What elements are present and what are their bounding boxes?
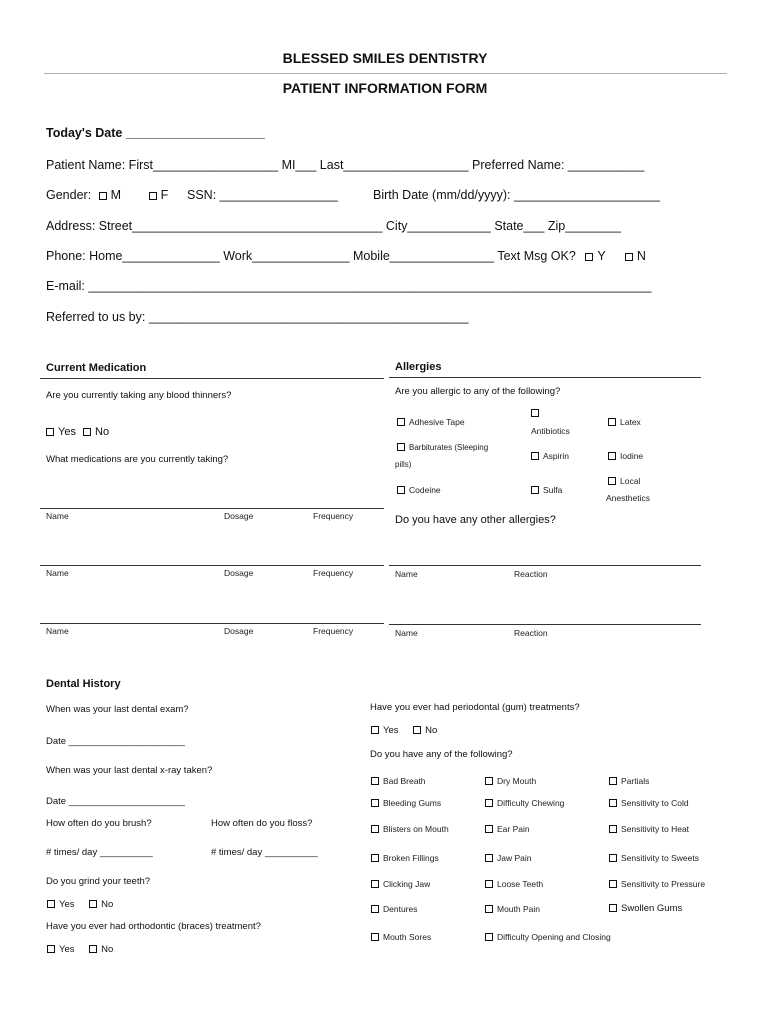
med-dosage-label: Dosage [224, 568, 254, 578]
medication-heading: Current Medication [46, 362, 147, 374]
grind-yes-checkbox[interactable] [47, 900, 55, 908]
text-msg-y-checkbox[interactable] [585, 253, 593, 261]
condition-item[interactable] [485, 798, 564, 808]
condition-item[interactable] [485, 824, 530, 834]
checkbox-icon[interactable] [609, 904, 617, 912]
condition-item[interactable] [609, 776, 649, 786]
checkbox-icon[interactable] [608, 477, 616, 485]
perio-yes-checkbox[interactable] [371, 726, 379, 734]
blood-thinners-yes-checkbox[interactable] [46, 428, 54, 436]
allergy-row-rule [389, 624, 701, 625]
condition-item[interactable] [609, 903, 682, 914]
condition-label: Mouth Sores [383, 932, 432, 942]
patient-name-line[interactable]: Patient Name: First__________________ MI___ Last__________________ Preferred Name: ___________ [46, 158, 645, 172]
condition-item[interactable] [485, 879, 543, 889]
allergy-label: Barbiturates (Sleeping [409, 443, 489, 452]
allergy-name-label: Name [395, 569, 418, 579]
med-name-label: Name [46, 626, 69, 636]
ortho-options [47, 944, 113, 955]
checkbox-icon[interactable] [485, 933, 493, 941]
blood-thinners-options [46, 426, 109, 438]
condition-label: Sensitivity to Heat [621, 824, 690, 834]
condition-label: Partials [621, 776, 650, 786]
last-xray-date-field[interactable]: Date ______________________ [46, 796, 185, 807]
checkbox-icon[interactable] [485, 880, 493, 888]
blood-thinners-question: Are you currently taking any blood thinners? [46, 390, 232, 401]
checkbox-icon[interactable] [608, 418, 616, 426]
checkbox-icon[interactable] [609, 825, 617, 833]
condition-label: Loose Teeth [497, 879, 544, 889]
phone-fields[interactable]: Phone: Home______________ Work______________ Mobile_______________ Text Msg OK? [46, 249, 576, 263]
allergy-label: Codeine [409, 485, 441, 495]
grind-yes-label: Yes [59, 899, 75, 910]
checkbox-icon[interactable] [485, 825, 493, 833]
allergy-label: Sulfa [543, 485, 563, 495]
med-frequency-label: Frequency [313, 626, 354, 636]
condition-label: Difficulty Chewing [497, 798, 565, 808]
perio-no-checkbox[interactable] [413, 726, 421, 734]
last-exam-question: When was your last dental exam? [46, 704, 189, 715]
dental-history-heading: Dental History [46, 678, 121, 690]
condition-item[interactable] [371, 824, 449, 834]
allergy-label: Aspirin [543, 451, 569, 461]
gender-f-checkbox[interactable] [149, 192, 157, 200]
checkbox-icon[interactable] [531, 486, 539, 494]
ortho-no-label: No [101, 944, 114, 955]
grind-no-label: No [101, 899, 114, 910]
checkbox-icon[interactable] [371, 825, 379, 833]
allergy-local-anesthetics-label-2: Anesthetics [606, 493, 650, 503]
checkbox-icon[interactable] [609, 880, 617, 888]
title-divider [44, 73, 727, 74]
address-line[interactable]: Address: Street____________________________________ City____________ State___ Zip________ [46, 219, 621, 233]
grind-question: Do you grind your teeth? [46, 876, 151, 887]
condition-item[interactable] [371, 932, 431, 942]
condition-label: Sensitivity to Cold [621, 798, 689, 808]
condition-item[interactable] [371, 879, 430, 889]
allergy-antibiotics-label: Antibiotics [531, 426, 570, 436]
ortho-yes-label: Yes [59, 944, 75, 955]
condition-item[interactable] [371, 776, 426, 786]
perio-options [371, 725, 437, 736]
checkbox-icon[interactable] [485, 854, 493, 862]
checkbox-icon[interactable] [485, 777, 493, 785]
checkbox-icon[interactable] [485, 799, 493, 807]
allergy-reaction-label: Reaction [514, 569, 548, 579]
allergies-question: Are you allergic to any of the following? [395, 386, 561, 397]
medication-row-rule [40, 565, 384, 566]
gender-row [46, 188, 168, 202]
allergy-adhesive-tape[interactable] [397, 417, 465, 427]
birth-date-field[interactable]: Birth Date (mm/dd/yyyy): _____________________ [373, 188, 660, 202]
condition-item[interactable] [485, 853, 532, 863]
medication-row-rule [40, 508, 384, 509]
ortho-yes-checkbox[interactable] [47, 945, 55, 953]
condition-label: Clicking Jaw [383, 879, 431, 889]
text-msg-n-label: N [636, 249, 646, 263]
condition-label: Swollen Gums [621, 903, 683, 914]
todays-date-field[interactable]: Today's Date ____________________ [46, 126, 265, 140]
condition-label: Ear Pain [497, 824, 530, 834]
allergy-row-rule [389, 565, 701, 566]
condition-item[interactable] [609, 853, 699, 863]
allergy-codeine[interactable] [397, 485, 441, 495]
floss-question: How often do you floss? [211, 818, 313, 829]
brush-times-field[interactable]: # times/ day __________ [46, 847, 153, 858]
allergy-aspirin[interactable] [531, 451, 569, 461]
condition-item[interactable] [371, 904, 418, 914]
perio-question: Have you ever had periodontal (gum) treatments? [370, 702, 580, 713]
condition-label: Difficulty Opening and Closing [497, 932, 611, 942]
form-subtitle: PATIENT INFORMATION FORM [282, 80, 488, 96]
allergies-heading-rule [389, 377, 701, 378]
allergy-label: Adhesive Tape [409, 417, 465, 427]
form-title: BLESSED SMILES DENTISTRY [282, 50, 488, 66]
phone-row [46, 249, 646, 263]
gender-f-label: F [160, 188, 169, 202]
checkbox-icon[interactable] [485, 905, 493, 913]
condition-label: Dentures [383, 904, 418, 914]
checkbox-icon[interactable] [397, 418, 405, 426]
medication-row-rule [40, 623, 384, 624]
allergy-barbiturates[interactable] [397, 443, 488, 452]
allergy-antibiotics[interactable] [531, 408, 543, 418]
condition-label: Broken Fillings [383, 853, 439, 863]
checkbox-icon[interactable] [531, 409, 539, 417]
ortho-no-checkbox[interactable] [89, 945, 97, 953]
condition-item[interactable] [485, 904, 540, 914]
condition-label: Mouth Pain [497, 904, 540, 914]
last-xray-question: When was your last dental x-ray taken? [46, 765, 213, 776]
blood-thinners-yes-label: Yes [58, 426, 76, 438]
allergy-barbiturates-label-2: pills) [395, 460, 412, 469]
condition-item[interactable] [485, 932, 611, 942]
referred-field[interactable]: Referred to us by: ______________________________________________ [46, 310, 469, 324]
allergy-local-anesthetics[interactable] [608, 476, 640, 486]
email-field[interactable]: E-mail: _________________________________________________________________________________ [46, 279, 652, 293]
other-allergies-question: Do you have any other allergies? [395, 514, 556, 526]
allergy-latex[interactable] [608, 417, 641, 427]
perio-yes-label: Yes [383, 725, 399, 736]
condition-label: Bleeding Gums [383, 798, 442, 808]
condition-item[interactable] [609, 879, 705, 889]
checkbox-icon[interactable] [371, 905, 379, 913]
medications-question: What medications are you currently taking? [46, 454, 229, 465]
med-dosage-label: Dosage [224, 511, 254, 521]
checkbox-icon[interactable] [608, 452, 616, 460]
brush-question: How often do you brush? [46, 818, 152, 829]
gender-label: Gender: [46, 188, 92, 202]
condition-item[interactable] [371, 853, 439, 863]
gender-m-label: M [110, 188, 122, 202]
blood-thinners-no-label: No [95, 426, 110, 438]
checkbox-icon[interactable] [371, 777, 379, 785]
floss-times-field[interactable]: # times/ day __________ [211, 847, 318, 858]
last-exam-date-field[interactable]: Date ______________________ [46, 736, 185, 747]
condition-label: Sensitivity to Pressure [621, 879, 706, 889]
medication-heading-rule [40, 378, 384, 379]
text-msg-n-checkbox[interactable] [625, 253, 633, 261]
allergy-name-label: Name [395, 628, 418, 638]
checkbox-icon[interactable] [371, 799, 379, 807]
text-msg-y-label: Y [597, 249, 606, 263]
checkbox-icon[interactable] [397, 486, 405, 494]
condition-label: Bad Breath [383, 776, 426, 786]
med-frequency-label: Frequency [313, 568, 354, 578]
med-name-label: Name [46, 511, 69, 521]
blood-thinners-no-checkbox[interactable] [83, 428, 91, 436]
condition-item[interactable] [609, 824, 689, 834]
perio-no-label: No [425, 725, 438, 736]
condition-item[interactable] [485, 776, 536, 786]
condition-item[interactable] [371, 798, 441, 808]
condition-label: Blisters on Mouth [383, 824, 449, 834]
ortho-question: Have you ever had orthodontic (braces) treatment? [46, 921, 261, 932]
checkbox-icon[interactable] [609, 799, 617, 807]
checkbox-icon[interactable] [371, 933, 379, 941]
checkbox-icon[interactable] [371, 880, 379, 888]
med-name-label: Name [46, 568, 69, 578]
grind-no-checkbox[interactable] [89, 900, 97, 908]
allergy-label: Iodine [620, 451, 644, 461]
gender-m-checkbox[interactable] [99, 192, 107, 200]
checkbox-icon[interactable] [531, 452, 539, 460]
condition-label: Dry Mouth [497, 776, 537, 786]
allergy-sulfa[interactable] [531, 485, 562, 495]
checkbox-icon[interactable] [609, 854, 617, 862]
checkbox-icon[interactable] [371, 854, 379, 862]
med-dosage-label: Dosage [224, 626, 254, 636]
condition-item[interactable] [609, 798, 689, 808]
allergy-iodine[interactable] [608, 451, 643, 461]
condition-label: Sensitivity to Sweets [621, 853, 699, 863]
med-frequency-label: Frequency [313, 511, 354, 521]
checkbox-icon[interactable] [397, 443, 405, 451]
allergy-label: Local [620, 476, 641, 486]
allergies-heading: Allergies [395, 361, 442, 373]
checkbox-icon[interactable] [609, 777, 617, 785]
conditions-question: Do you have any of the following? [370, 749, 513, 760]
condition-label: Jaw Pain [497, 853, 532, 863]
ssn-field[interactable]: SSN: _________________ [187, 188, 338, 202]
allergy-reaction-label: Reaction [514, 628, 548, 638]
grind-options [47, 899, 113, 910]
allergy-label: Latex [620, 417, 641, 427]
